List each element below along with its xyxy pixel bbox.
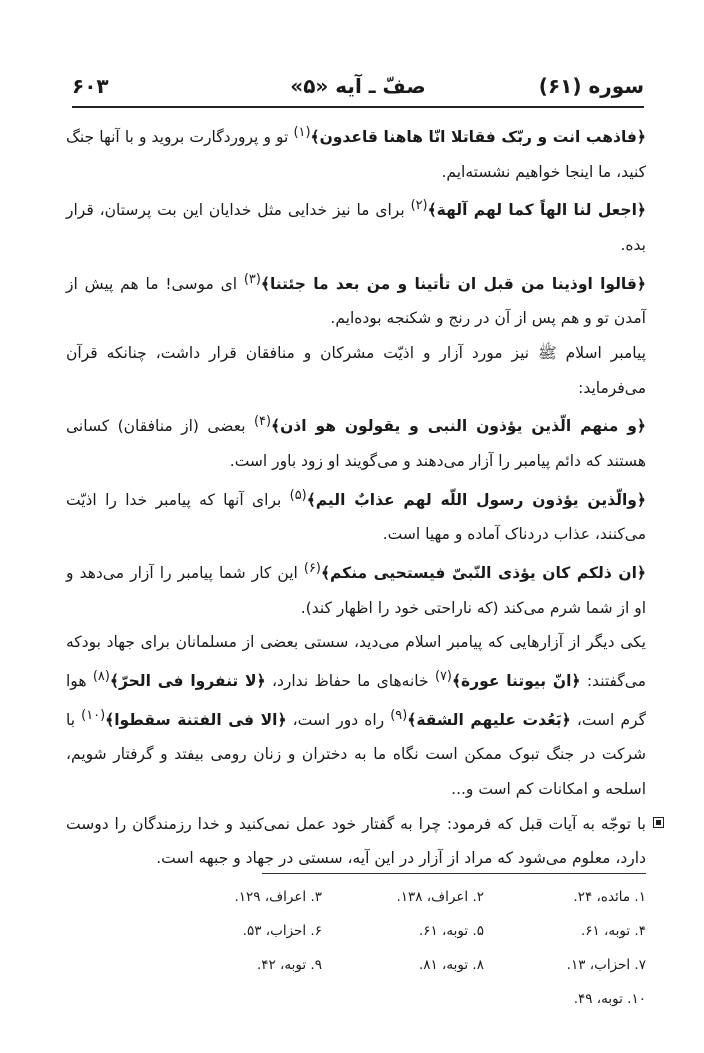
- footnote-item: ۳. اعراف، ۱۲۹.: [234, 889, 322, 905]
- footnote-item: ۵. توبه، ۶۱.: [418, 923, 484, 939]
- quran-verse: ﴿والّذین یؤذون رسول اللّه لهم عذابٌ الیم﴾: [306, 490, 646, 509]
- paragraph-text: هوا گرم است،: [66, 672, 646, 729]
- footnote-divider: [262, 873, 646, 874]
- paragraph: [66, 189, 646, 262]
- paragraph: [66, 625, 646, 806]
- quran-verse: ﴿فاذهب انت و ربّک فقاتلا انّا هاهنا قاعدون﴾: [310, 128, 646, 147]
- paragraph: [66, 405, 646, 478]
- surah-label: سوره (۶۱): [538, 74, 644, 98]
- footnote-item: ۲. اعراف، ۱۳۸.: [396, 889, 484, 905]
- paragraph-text: ای موسی! ما هم پیش از آمدن تو و هم پس از آن در رنج و شکنجه بوده‌ایم.: [66, 274, 646, 328]
- footnote-ref: (۳): [243, 271, 261, 287]
- footnote-item: ۹. توبه، ۴۲.: [256, 957, 322, 973]
- paragraph: [66, 263, 646, 336]
- paragraph-text: پیامبر اسلام ﷺ نیز مورد آزار و اذیّت مشرکان و منافقان قرار داشت، چنانکه قرآن می‌فرماید:: [66, 344, 646, 397]
- quran-verse: ﴿لا تنفروا فی الحرّ﴾: [109, 672, 266, 690]
- note-paragraph: [66, 807, 646, 876]
- quran-verse: ﴿بَعُدت علیهم الشقة﴾: [407, 710, 571, 729]
- footnote-row: [160, 914, 646, 948]
- footnote-item: ۸. توبه، ۸۱.: [418, 957, 484, 973]
- page-number: ۶۰۳: [72, 74, 109, 98]
- footnote-ref: (۱۰): [81, 707, 106, 723]
- footnote-ref: (۴): [253, 414, 271, 430]
- footnote-item: ۷. احزاب، ۱۳.: [566, 957, 646, 973]
- footnote-row: [160, 948, 646, 982]
- footnote-ref: (۹): [390, 707, 408, 723]
- paragraph-text: برای آنها که پیامبر خدا را اذیّت می‌کنند، عذاب دردناک آماده و مهیا است.: [66, 490, 646, 544]
- paragraph-text: برای ما نیز خدایی مثل خدایان این بت پرستان، قرار بده.: [66, 201, 646, 255]
- paragraph-text: با شرکت در جنگ تبوک ممکن است نگاه ما به دختران و زنان رومی بیفتد و گرفتار شویم، اسلحه و امکانات کم است و...: [66, 710, 646, 798]
- footnotes: [160, 880, 646, 1016]
- footnote-row: [160, 880, 646, 914]
- footnote-item: ۴. توبه، ۶۱.: [580, 923, 646, 939]
- verse-label: صفّ ـ آیه «۵»: [290, 74, 426, 98]
- footnote-ref: (۱): [293, 125, 311, 140]
- paragraph: [66, 552, 646, 625]
- footnote-ref: (۶): [303, 560, 321, 576]
- paragraph-text: راه دور است،: [286, 710, 391, 729]
- main-text: [66, 116, 646, 876]
- footnote-row: [160, 982, 646, 1016]
- header-divider: [72, 106, 644, 108]
- footnote-ref: (۵): [289, 487, 307, 503]
- paragraph-text: بعضی (از منافقان) کسانی هستند که دائم پیامبر را آزار می‌دهند و می‌گویند او زود باور است.: [66, 417, 646, 470]
- paragraph: [66, 479, 646, 552]
- footnote-ref: (۲): [410, 198, 428, 214]
- paragraph-text: یکی دیگر از آزارهایی که پیامبر اسلام می‌دید، سستی بعضی از مسلمانان برای جهاد بودکه می‌گفتند:: [66, 633, 646, 690]
- quran-verse: ﴿و منهم الّذین یؤذون النبی و یقولون هو اذن﴾: [271, 417, 646, 436]
- footnote-item: ۱. مائده، ۲۴.: [573, 889, 646, 905]
- quran-verse: ﴿الا فی الفتنة سقطوا﴾: [105, 710, 287, 729]
- paragraph-text: این کار شما پیامبر را آزار می‌دهد و او از شما شرم می‌کند (که ناراحتی خود را اظهار کند).: [66, 564, 646, 617]
- quran-verse: ﴿اجعل لنا الهاً کما لهم آلهة﴾: [427, 201, 646, 220]
- page-header: [72, 70, 644, 104]
- paragraph-text: با توجّه به آیات قبل که فرمود: چرا به گفتار خود عمل نمی‌کنید و خدا رزمندگان را دوست دارد، معلوم می‌شود که مراد از آزار در این آیه، سستی در جهاد و جبهه است.: [66, 814, 646, 868]
- footnote-ref: (۸): [92, 668, 110, 684]
- footnote-item: ۱۰. توبه، ۴۹.: [573, 991, 646, 1007]
- paragraph: [66, 336, 646, 405]
- quran-verse: ﴿قالوا اوذینا من قبل ان تأتینا و من بعد ما جئتنا﴾: [260, 274, 646, 293]
- footnote-ref: (۷): [434, 668, 452, 684]
- quran-verse: ﴿ان ذلکم کان یؤذی النّبیّ فیستحیی منکم﴾: [320, 564, 646, 583]
- paragraph-text: تو و پروردگارت بروید و با آنها جنگ کنید، ما اینجا خواهیم نشسته‌ایم.: [66, 128, 646, 181]
- quran-verse: ﴿انّ بیوتنا عورة﴾: [451, 672, 581, 690]
- footnote-item: ۶. احزاب، ۵۳.: [242, 923, 322, 939]
- paragraph-text: خانه‌های ما حفاظ ندارد،: [265, 672, 435, 690]
- paragraph: [66, 116, 646, 189]
- note-square-icon: [653, 817, 664, 828]
